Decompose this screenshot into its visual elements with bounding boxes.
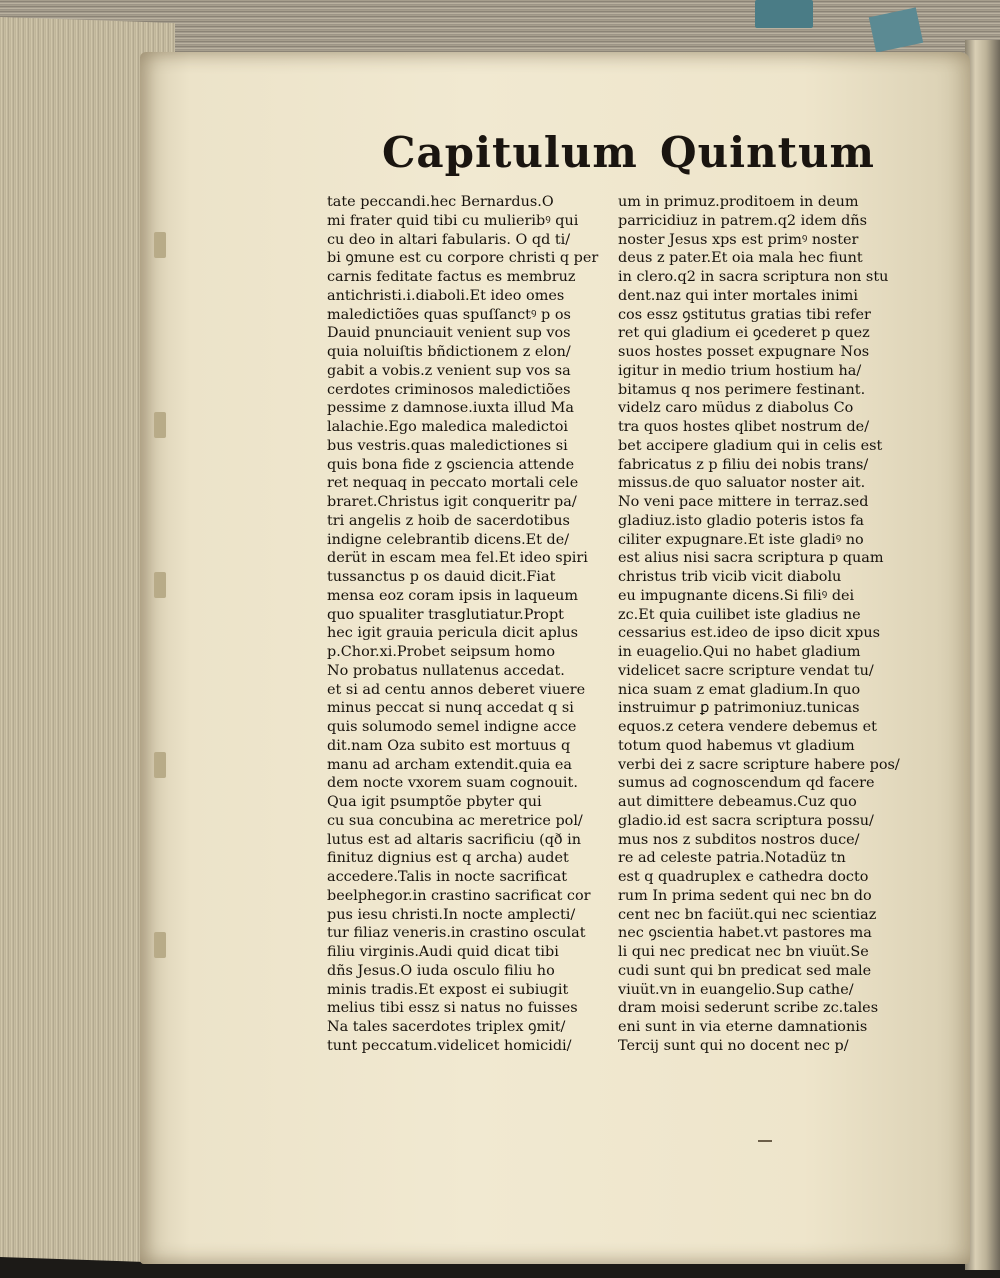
text-line: manu ad archam extendit.quia ea	[327, 756, 572, 773]
text-line: verbi dei z sacre scripture habere pos/	[618, 756, 900, 773]
text-line: cent nec bn faciüt.qui nec scientiaz	[618, 906, 877, 923]
text-line: carnis feditate factus es membruz	[327, 269, 576, 285]
text-line: cudi sunt qui bn predicat sed male	[618, 962, 872, 979]
thumb-tab	[154, 752, 166, 778]
text-line: videlicet sacre scripture vendat tu/	[618, 662, 874, 679]
text-line: fabricatus z p filiu dei nobis trans/	[618, 456, 869, 473]
text-line: in clero.q2 in sacra scriptura non stu	[618, 269, 889, 285]
text-line: in euagelio.Qui no habet gladium	[618, 644, 861, 660]
text-line: maledictiões quas spuſſanctꝰ p os	[327, 306, 571, 323]
text-line: filiu virginis.Audi quid dicat tibi	[327, 944, 559, 960]
text-line: ret qui gladium ei ꝯcederet p quez	[618, 325, 870, 342]
text-line: noster Jesus xps est primꝰ noster	[618, 231, 859, 248]
text-line: accedere.Talis in nocte sacrificat	[327, 869, 567, 885]
text-line: derüt in escam mea fel.Et ideo spiri	[327, 550, 588, 567]
text-line: bet accipere gladium qui in celis est	[618, 437, 883, 454]
text-line: dit.nam Oza subito est mortuus q	[327, 737, 571, 754]
text-line: antichristi.i.diaboli.Et ideo omes	[327, 287, 565, 304]
text-line: tunt peccatum.videlicet homicidi/	[327, 1037, 572, 1054]
text-line: cu deo in altari fabularis. O qd ti/	[327, 231, 571, 248]
text-line: p.Chor.xi.Probet seipsum homo	[327, 644, 556, 660]
signature-mark	[758, 1140, 772, 1142]
thumb-tab	[154, 572, 166, 598]
text-line: quis bona fide z ꝯsciencia attende	[327, 456, 575, 473]
text-line: Qua igit psumptõe pbyter qui	[327, 794, 542, 810]
text-line: eni sunt in via eterne damnationis	[618, 1019, 868, 1035]
text-line: deus z pater.Et oia mala hec fiunt	[618, 250, 863, 267]
text-line: tra quos hostes qlibet nostrum de/	[618, 419, 870, 435]
text-line: bus vestris.quas maledictiones si	[327, 437, 568, 454]
text-line: li qui nec predicat nec bn viuüt.Se	[618, 944, 869, 960]
right-text-column	[618, 193, 903, 1056]
text-line: dent.naz qui inter mortales inimi	[618, 287, 858, 304]
text-line: est alius nisi sacra scriptura p quam	[618, 550, 884, 567]
text-line: finituz dignius est q archa) audet	[327, 850, 569, 867]
text-line: bi ꝯmune est cu corpore christi q per	[327, 250, 599, 267]
text-line: equos.z cetera vendere debemus et	[618, 719, 877, 735]
text-line: No veni pace mittere in terraz.sed	[618, 494, 869, 510]
ribbon-bookmark	[755, 0, 813, 28]
text-line: est q quadruplex e cathedra docto	[618, 869, 869, 885]
thumb-tab	[154, 932, 166, 958]
text-line: zc.Et quia cuilibet iste gladius ne	[618, 606, 861, 623]
text-line: pus iesu christi.In nocte amplecti/	[327, 906, 576, 923]
text-line: viuüt.vn in euangelio.Sup cathe/	[618, 981, 854, 998]
text-line: et si ad centu annos deberet viuere	[327, 681, 586, 698]
text-line: lalachie.Ego maledica maledictoi	[327, 419, 568, 435]
text-line: No probatus nullatenus accedat.	[327, 662, 565, 679]
text-line: quis solumodo semel indigne acce	[327, 719, 577, 735]
text-line: cos essz ꝯstitutus gratias tibi refer	[618, 306, 871, 323]
text-line: suos hostes posset expugnare Nos	[618, 344, 870, 360]
text-line: ciliter expugnare.Et iste gladiꝰ no	[618, 531, 864, 548]
text-line: braret.Christus igit conqueritr pa/	[327, 494, 577, 510]
thumb-tab	[154, 232, 166, 258]
text-line: rum In prima sedent qui nec bn do	[618, 887, 872, 904]
text-line: mensa eoz coram ipsis in laqueum	[327, 587, 579, 604]
text-line: instruimur ꝑ patrimoniuz.tunicas	[618, 700, 860, 717]
text-line: videlz caro müdus z diabolus Co	[618, 400, 854, 417]
heading-left: Capitulum	[382, 128, 638, 177]
text-line: gladio.id est sacra scriptura possu/	[618, 812, 874, 829]
text-line: igitur in medio trium hostium ha/	[618, 362, 862, 379]
text-line: quia noluiſtis bñdictionem z elon/	[327, 344, 571, 360]
text-line: re ad celeste patria.Notadüz tn	[618, 850, 846, 867]
text-line: tate peccandi.hec Bernardus.O	[327, 194, 554, 210]
text-line: cu sua concubina ac meretrice pol/	[327, 812, 583, 829]
text-line: nica suam z emat gladium.In quo	[618, 681, 861, 698]
text-line: quo spualiter trasglutiatur.Propt	[327, 606, 564, 623]
text-line: mi frater quid tibi cu mulieribꝰ qui	[327, 212, 579, 229]
text-line: sumus ad cognoscendum qd facere	[618, 775, 875, 792]
thumb-tab	[154, 412, 166, 438]
text-line: minis tradis.Et expost ei subiugit	[327, 981, 569, 998]
text-line: pessime z damnose.iuxta illud Ma	[327, 400, 574, 417]
text-line: ret nequaq in peccato mortali cele	[327, 475, 579, 492]
text-line: eu impugnante dicens.Si filiꝰ dei	[618, 587, 855, 604]
heading-right: Quintum	[660, 128, 875, 177]
text-line: gladiuz.isto gladio poteris istos fa	[618, 512, 865, 529]
text-line: parricidiuz in patrem.q2 idem dñs	[618, 212, 868, 229]
text-line: indigne celebrantib dicens.Et de/	[327, 531, 570, 548]
text-line: lutus est ad altaris sacrificiu (qð in	[327, 831, 582, 848]
text-line: dñs Jesus.O iuda osculo filiu ho	[327, 962, 555, 979]
text-line: cessarius est.ideo de ipso dicit xpus	[618, 625, 881, 642]
text-line: bitamus q nos perimere festinant.	[618, 381, 866, 398]
text-line: nec ꝯscientia habet.vt pastores ma	[618, 925, 872, 942]
text-line: Na tales sacerdotes triplex ꝯmit/	[327, 1019, 566, 1035]
text-line: minus peccat si nunq accedat q si	[327, 700, 574, 717]
text-line: hec igit grauia pericula dicit aplus	[327, 625, 579, 642]
text-line: totum quod habemus vt gladium	[618, 737, 855, 754]
text-line: aut dimittere debeamus.Cuz quo	[618, 794, 857, 810]
page-heading	[382, 128, 875, 188]
text-line: Dauid pnunciauit venient sup vos	[327, 325, 571, 342]
text-line: christus trib vicib vicit diabolu	[618, 569, 842, 585]
facing-page-edge	[965, 40, 1000, 1270]
text-line: dram moisi sederunt scribe zc.tales	[618, 1000, 879, 1017]
text-line: beelphegor.in crastino sacrificat cor	[327, 887, 591, 904]
text-line: Tercij sunt qui no docent nec p/	[618, 1037, 849, 1054]
text-line: melius tibi essz si natus no fuisses	[327, 1000, 578, 1017]
text-line: missus.de quo saluator noster ait.	[618, 475, 866, 492]
left-text-column	[327, 193, 609, 1056]
text-line: tur filiaz veneris.in crastino osculat	[327, 925, 586, 942]
text-line: mus nos z subditos nostros duce/	[618, 831, 860, 848]
text-line: tussanctus p os dauid dicit.Fiat	[327, 569, 556, 585]
text-line: gabit a vobis.z venient sup vos sa	[327, 362, 571, 379]
text-line: dem nocte vxorem suam cognouit.	[327, 775, 578, 792]
text-line: tri angelis z hoib de sacerdotibus	[327, 512, 570, 529]
text-line: um in primuz.proditoem in deum	[618, 194, 859, 210]
text-line: cerdotes criminosos maledictiões	[327, 381, 571, 398]
